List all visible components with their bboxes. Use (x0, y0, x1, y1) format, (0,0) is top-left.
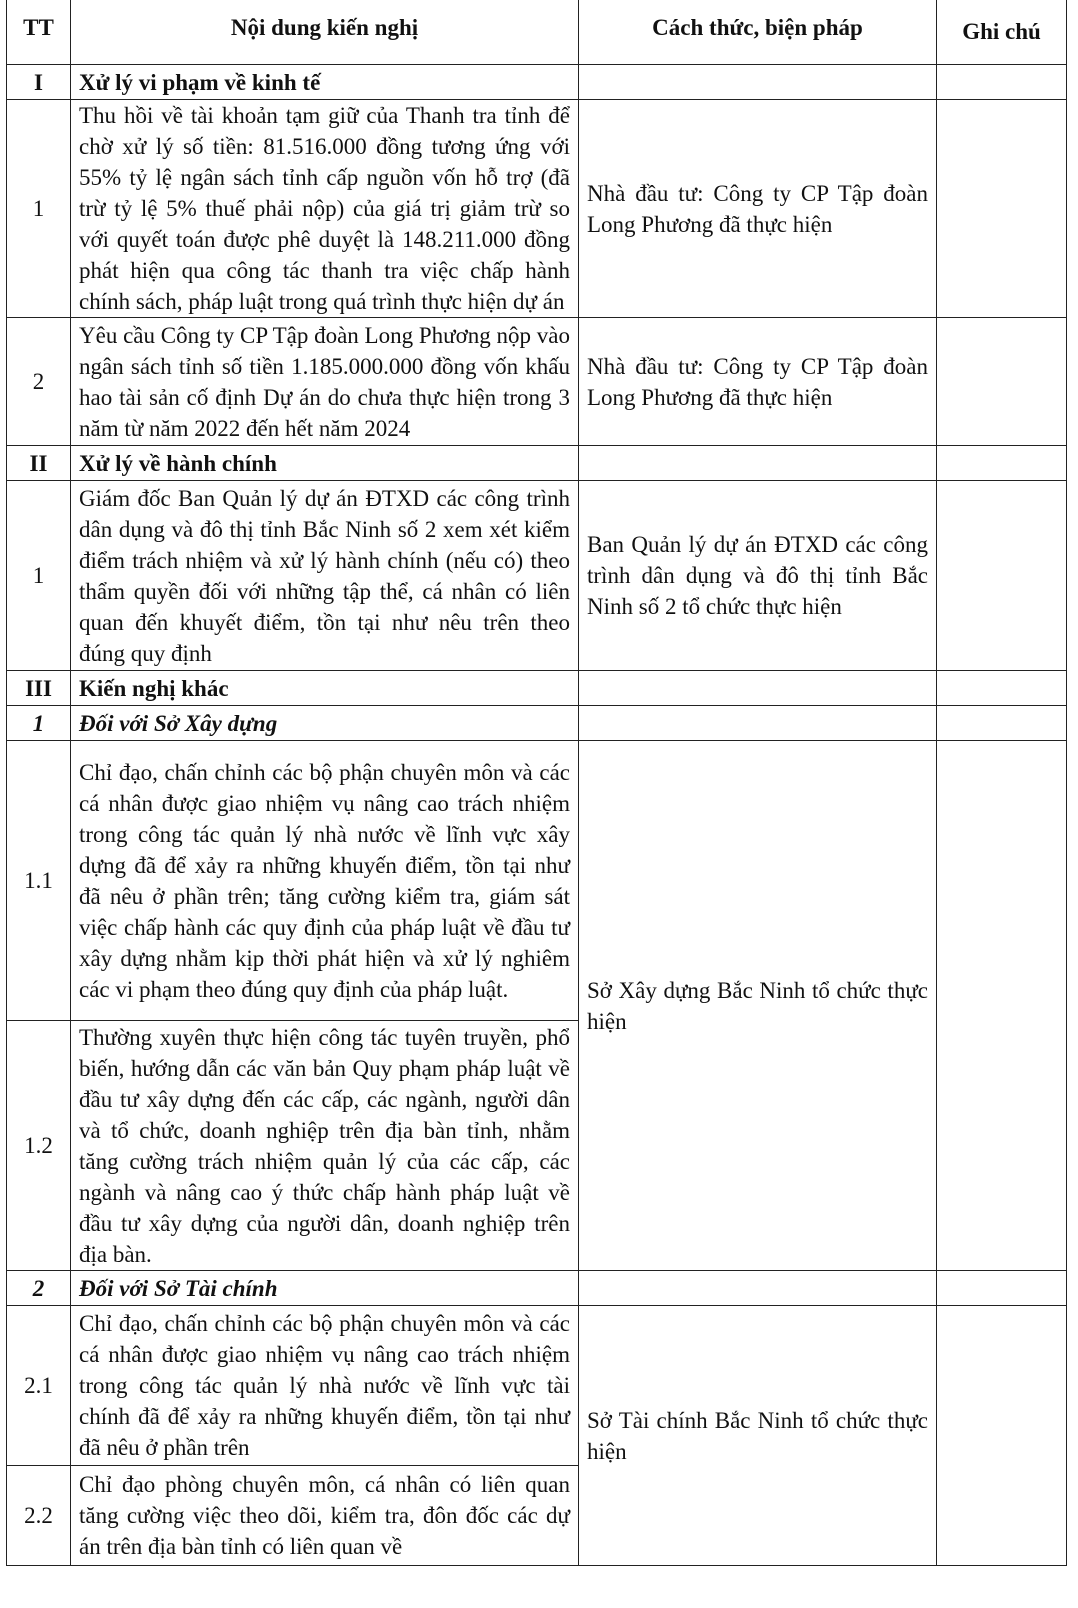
note-cell (937, 706, 1067, 741)
note-cell (937, 481, 1067, 671)
row-number: 1 (7, 100, 71, 318)
content-cell: Thường xuyên thực hiện công tác tuyên truyền, phổ biến, hướng dẫn các văn bản Quy phạm pháp luật về đầu tư xây dựng đến các cấp, các ngành, người dân và tổ chức, doanh nghiệp trên địa bàn tỉnh, nhằm tăng cường trách nhiệm quản lý của các cấp, các ngành và nâng cao ý thức chấp hành pháp luật về đầu tư xây dựng của người dân, doanh nghiệp trên địa bàn. (71, 1021, 579, 1271)
method-cell: Ban Quản lý dự án ĐTXD các công trình dân dụng và đô thị tỉnh Bắc Ninh số 2 tổ chức thực hiện (579, 481, 937, 671)
recommendations-table (6, 0, 1067, 1566)
subsection-title: Đối với Sở Tài chính (71, 1271, 579, 1306)
row-number: II (7, 446, 71, 481)
method-cell: Nhà đầu tư: Công ty CP Tập đoàn Long Phương đã thực hiện (579, 100, 937, 318)
row-number: 1.2 (7, 1021, 71, 1271)
note-cell (937, 741, 1067, 1271)
method-cell: Nhà đầu tư: Công ty CP Tập đoàn Long Phương đã thực hiện (579, 318, 937, 446)
subsection-row (7, 1271, 1067, 1306)
content-cell: Thu hồi về tài khoản tạm giữ của Thanh tra tỉnh để chờ xử lý số tiền: 81.516.000 đồng tương ứng với 55% tỷ lệ ngân sách tỉnh cấp nguồn vốn hỗ trợ (đã trừ tỷ lệ 5% thuế phải nộp) của giá trị giảm trừ so với quyết toán được phê duyệt là 148.211.000 đồng phát hiện qua công tác thanh tra việc chấp hành chính sách, pháp luật trong quá trình thực hiện dự án (71, 100, 579, 318)
section-row-III (7, 671, 1067, 706)
header-content: Nội dung kiến nghị (71, 0, 579, 65)
note-cell (937, 318, 1067, 446)
method-cell (579, 446, 937, 481)
content-cell: Chỉ đạo phòng chuyên môn, cá nhân có liên quan tăng cường việc theo dõi, kiểm tra, đôn đốc các dự án trên địa bàn tỉnh có liên quan về (71, 1466, 579, 1566)
table-row (7, 481, 1067, 671)
section-row-II (7, 446, 1067, 481)
row-number: 2 (7, 1271, 71, 1306)
header-note: Ghi chú (937, 0, 1067, 65)
table-row (7, 318, 1067, 446)
subsection-title: Đối với Sở Xây dựng (71, 706, 579, 741)
document-page (6, 0, 1067, 1566)
table-row (7, 1306, 1067, 1466)
table-row (7, 741, 1067, 1021)
method-cell (579, 671, 937, 706)
note-cell (937, 65, 1067, 100)
note-cell (937, 1271, 1067, 1306)
row-number: 1 (7, 481, 71, 671)
method-cell: Sở Tài chính Bắc Ninh tổ chức thực hiện (579, 1306, 937, 1566)
section-title: Xử lý về hành chính (71, 446, 579, 481)
section-row-I (7, 65, 1067, 100)
note-cell (937, 100, 1067, 318)
method-cell (579, 706, 937, 741)
note-cell (937, 446, 1067, 481)
table-header-row (7, 0, 1067, 65)
section-title: Xử lý vi phạm về kinh tế (71, 65, 579, 100)
row-number: 2.2 (7, 1466, 71, 1566)
method-cell (579, 65, 937, 100)
note-cell (937, 671, 1067, 706)
table-row (7, 100, 1067, 318)
method-cell: Sở Xây dựng Bắc Ninh tổ chức thực hiện (579, 741, 937, 1271)
content-cell: Chỉ đạo, chấn chỉnh các bộ phận chuyên môn và các cá nhân được giao nhiệm vụ nâng cao trách nhiệm trong công tác quản lý nhà nước về lĩnh vực tài chính đã để xảy ra những khuyến điểm, tồn tại như đã nêu ở phần trên (71, 1306, 579, 1466)
subsection-row (7, 706, 1067, 741)
note-cell (937, 1306, 1067, 1566)
content-cell: Chỉ đạo, chấn chỉnh các bộ phận chuyên môn và các cá nhân được giao nhiệm vụ nâng cao trách nhiệm trong công tác quản lý nhà nước về lĩnh vực xây dựng đã để xảy ra những khuyến điểm, tồn tại như đã nêu ở phần trên; tăng cường kiểm tra, giám sát việc chấp hành các quy định của pháp luật về đầu tư xây dựng nhằm kịp thời phát hiện và xử lý nghiêm các vi phạm theo đúng quy định của pháp luật. (71, 741, 579, 1021)
header-tt: TT (7, 0, 71, 65)
content-cell: Yêu cầu Công ty CP Tập đoàn Long Phương nộp vào ngân sách tỉnh số tiền 1.185.000.000 đồng vốn khấu hao tài sản cố định Dự án do chưa thực hiện trong 3 năm từ năm 2022 đến hết năm 2024 (71, 318, 579, 446)
content-cell: Giám đốc Ban Quản lý dự án ĐTXD các công trình dân dụng và đô thị tỉnh Bắc Ninh số 2 xem xét kiểm điểm trách nhiệm và xử lý hành chính (nếu có) theo thẩm quyền đối với những tập thể, cá nhân có liên quan đến khuyết điểm, tồn tại như nêu trên theo đúng quy định (71, 481, 579, 671)
row-number: 2 (7, 318, 71, 446)
row-number: 2.1 (7, 1306, 71, 1466)
row-number: I (7, 65, 71, 100)
row-number: 1.1 (7, 741, 71, 1021)
method-cell (579, 1271, 937, 1306)
row-number: 1 (7, 706, 71, 741)
row-number: III (7, 671, 71, 706)
section-title: Kiến nghị khác (71, 671, 579, 706)
header-method: Cách thức, biện pháp (579, 0, 937, 65)
